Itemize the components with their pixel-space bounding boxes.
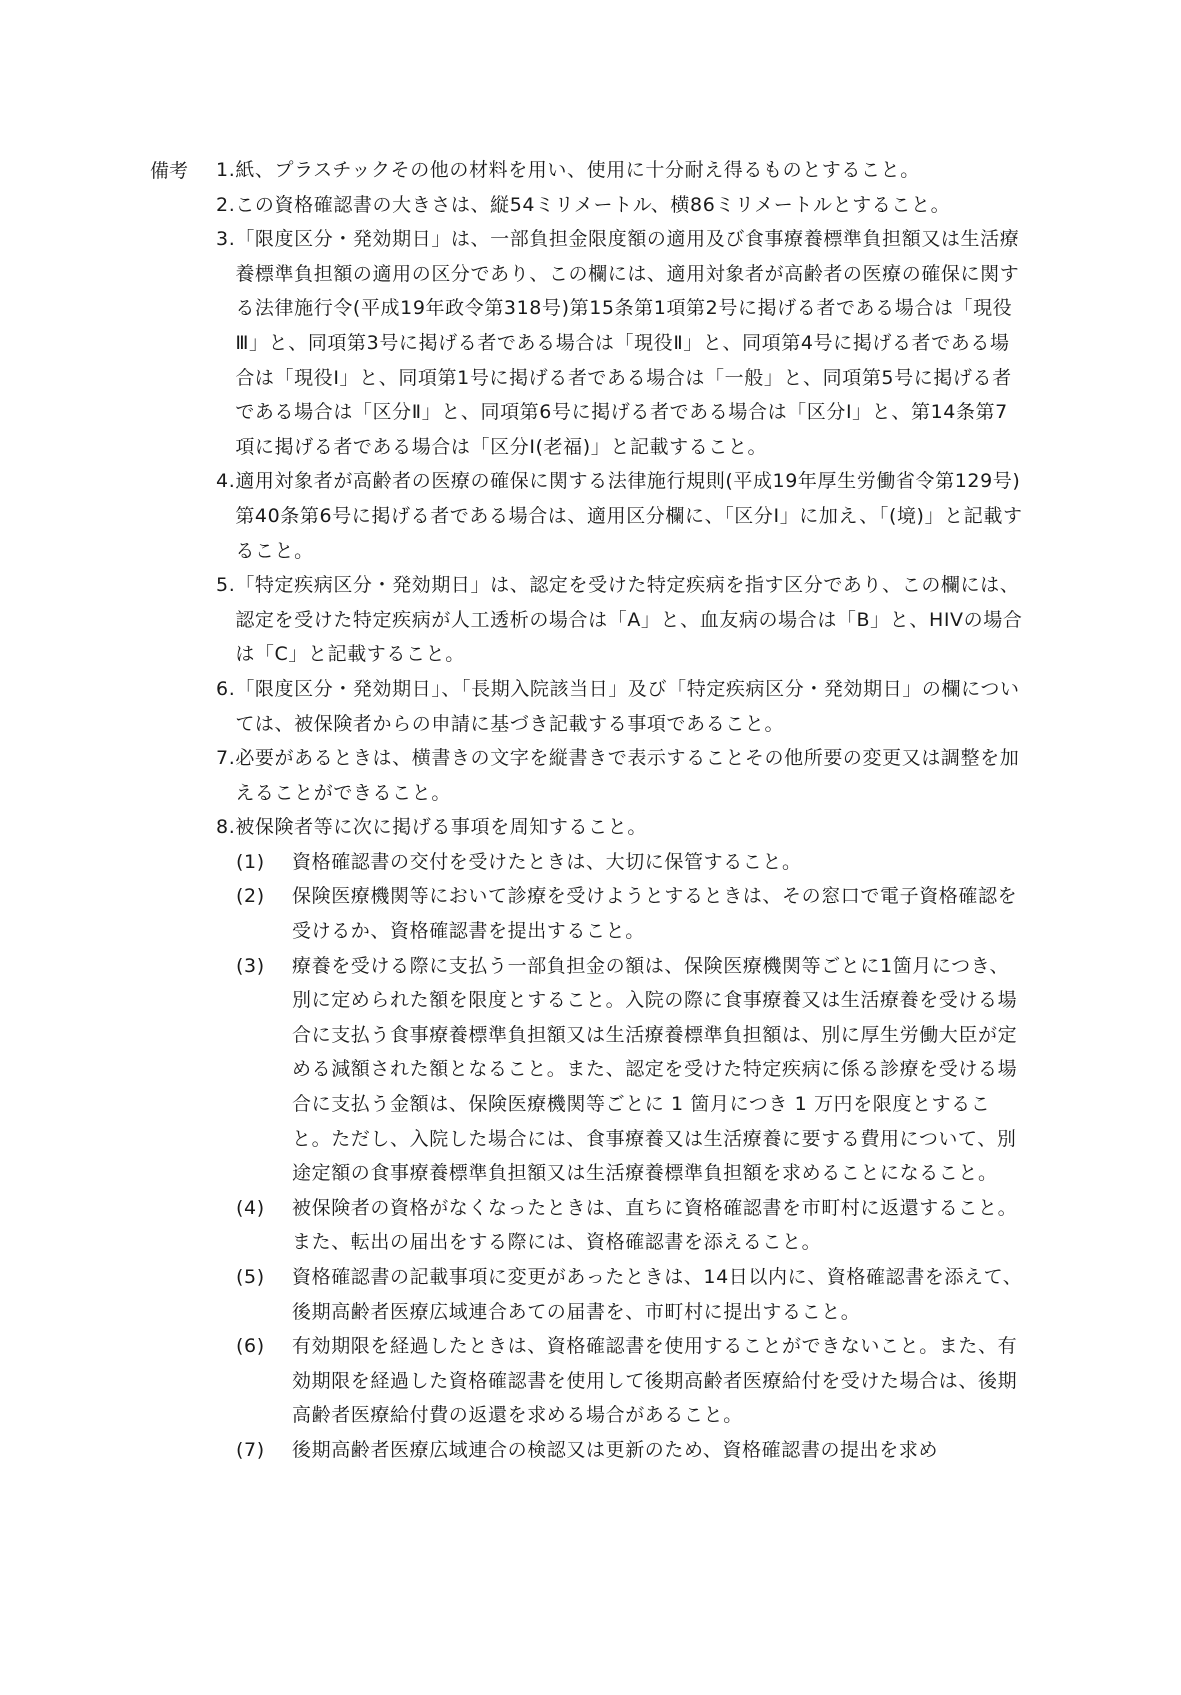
note-item xyxy=(216,672,1026,741)
subnote-item xyxy=(236,879,1026,948)
note-text: 紙、プラスチックその他の材料を用い、使用に十分耐え得るものとすること。 xyxy=(235,159,920,181)
note-number: 7. xyxy=(216,747,236,770)
subnote-text: 資格確認書の記載事項に変更があったときは、14日以内に、資格確認書を添えて、後期高齢者医療広域連合あての届書を、市町村に提出すること。 xyxy=(292,1266,1023,1323)
subnote-item xyxy=(236,949,1026,1191)
subnote-item xyxy=(236,1329,1026,1433)
subnote-text: 後期高齢者医療広域連合の検認又は更新のため、資格確認書の提出を求め xyxy=(292,1438,939,1461)
note-item xyxy=(216,810,1026,845)
note-item xyxy=(216,188,1026,223)
note-item xyxy=(216,153,1026,188)
notes-list xyxy=(216,153,1026,1468)
subnote-number: (7) xyxy=(236,1438,265,1461)
subnote-text: 被保険者の資格がなくなったときは、直ちに資格確認書を市町村に返還すること。また、転出の届出をする際には、資格確認書を添えること。 xyxy=(292,1196,1018,1254)
subnote-item xyxy=(236,1433,1026,1468)
subnote-number: (5) xyxy=(236,1266,265,1288)
subnote-item xyxy=(236,845,1026,880)
note-number: 2. xyxy=(216,193,236,216)
note-number: 1. xyxy=(216,159,236,181)
note-item xyxy=(216,464,1026,568)
note-text: 必要があるときは、横書きの文字を縦書きで表示することその他所要の変更又は調整を加えることができること。 xyxy=(235,747,1020,804)
subnote-number: (2) xyxy=(236,885,265,908)
note-number: 6. xyxy=(216,677,236,700)
note-text: 「限度区分・発効期日」は、一部負担金限度額の適用及び食事療養標準負担額又は生活療養標準負担額の適用の区分であり、この欄には、適用対象者が高齢者の医療の確保に関する法律施行令(平成19年政令第318号)第15条第1項第2号に掲げる者である場合は「現役Ⅲ」と、同項第3号に掲げる者である場合は「現役Ⅱ」と、同項第4号に掲げる者である場合は「現役Ⅰ」と、同項第1号に掲げる者である場合は「一般」と、同項第5号に掲げる者である場合は「区分Ⅱ」と、同項第6号に掲げる者である場合は「区分Ⅰ」と、第14条第7項に掲げる者である場合は「区分Ⅰ(老福)」と記載すること。 xyxy=(235,228,1020,458)
subnote-text: 保険医療機関等において診療を受けようとするときは、その窓口で電子資格確認を受けるか、資格確認書を提出すること。 xyxy=(292,885,1018,943)
note-number: 8. xyxy=(216,816,236,839)
subnote-text: 資格確認書の交付を受けたときは、大切に保管すること。 xyxy=(292,850,802,873)
subnote-number: (4) xyxy=(236,1196,265,1219)
note-text: 被保険者等に次に掲げる事項を周知すること。 xyxy=(235,816,647,839)
subnote-item xyxy=(236,1191,1026,1260)
subnote-number: (3) xyxy=(236,954,265,977)
remarks-label: 備考 xyxy=(150,160,189,182)
note-text: この資格確認書の大きさは、縦54ミリメートル、横86ミリメートルとすること。 xyxy=(235,193,951,216)
subnote-text: 療養を受ける際に支払う一部負担金の額は、保険医療機関等ごとに1箇月につき、別に定められた額を限度とすること。入院の際に食事療養又は生活療養を受ける場合に支払う食事療養標準負担額又は生活療養標準負担額は、別に厚生労働大臣が定める減額された額となること。また、認定を受けた特定疾病に係る診療を受ける場合に支払う金額は、保険医療機関等ごとに 1 箇月につき 1 万円を限度とすること。ただし、入院した場合には、食事療養又は生活療養に要する費用について、別途定額の食事療養標準負担額又は生活療養標準負担額を求めることになること。 xyxy=(292,954,1018,1185)
note-text: 「限度区分・発効期日」、「長期入院該当日」及び「特定疾病区分・発効期日」の欄については、被保険者からの申請に基づき記載する事項であること。 xyxy=(235,677,1020,735)
note-number: 3. xyxy=(216,228,236,251)
note-text: 適用対象者が高齢者の医療の確保に関する法律施行規則(平成19年厚生労働省令第129号)第40条第6号に掲げる者である場合は、適用区分欄に、「区分Ⅰ」に加え、「(境)」と記載すること。 xyxy=(235,470,1023,562)
note-number: 4. xyxy=(216,470,236,493)
note-item xyxy=(216,741,1026,810)
subnote-number: (1) xyxy=(236,850,265,873)
subnote-number: (6) xyxy=(236,1335,265,1358)
subnote-text: 有効期限を経過したときは、資格確認書を使用することができないこと。また、有効期限を経過した資格確認書を使用して後期高齢者医療給付を受けた場合は、後期高齢者医療給付費の返還を求める場合があること。 xyxy=(292,1335,1018,1427)
note-item xyxy=(216,222,1026,464)
note-item xyxy=(216,568,1026,672)
subnote-item xyxy=(236,1260,1026,1329)
note-number: 5. xyxy=(216,574,236,597)
note-text: 「特定疾病区分・発効期日」は、認定を受けた特定疾病を指す区分であり、この欄には、認定を受けた特定疾病が人工透析の場合は「A」と、血友病の場合は「B」と、HIVの場合は「C」と記載すること。 xyxy=(235,574,1023,666)
